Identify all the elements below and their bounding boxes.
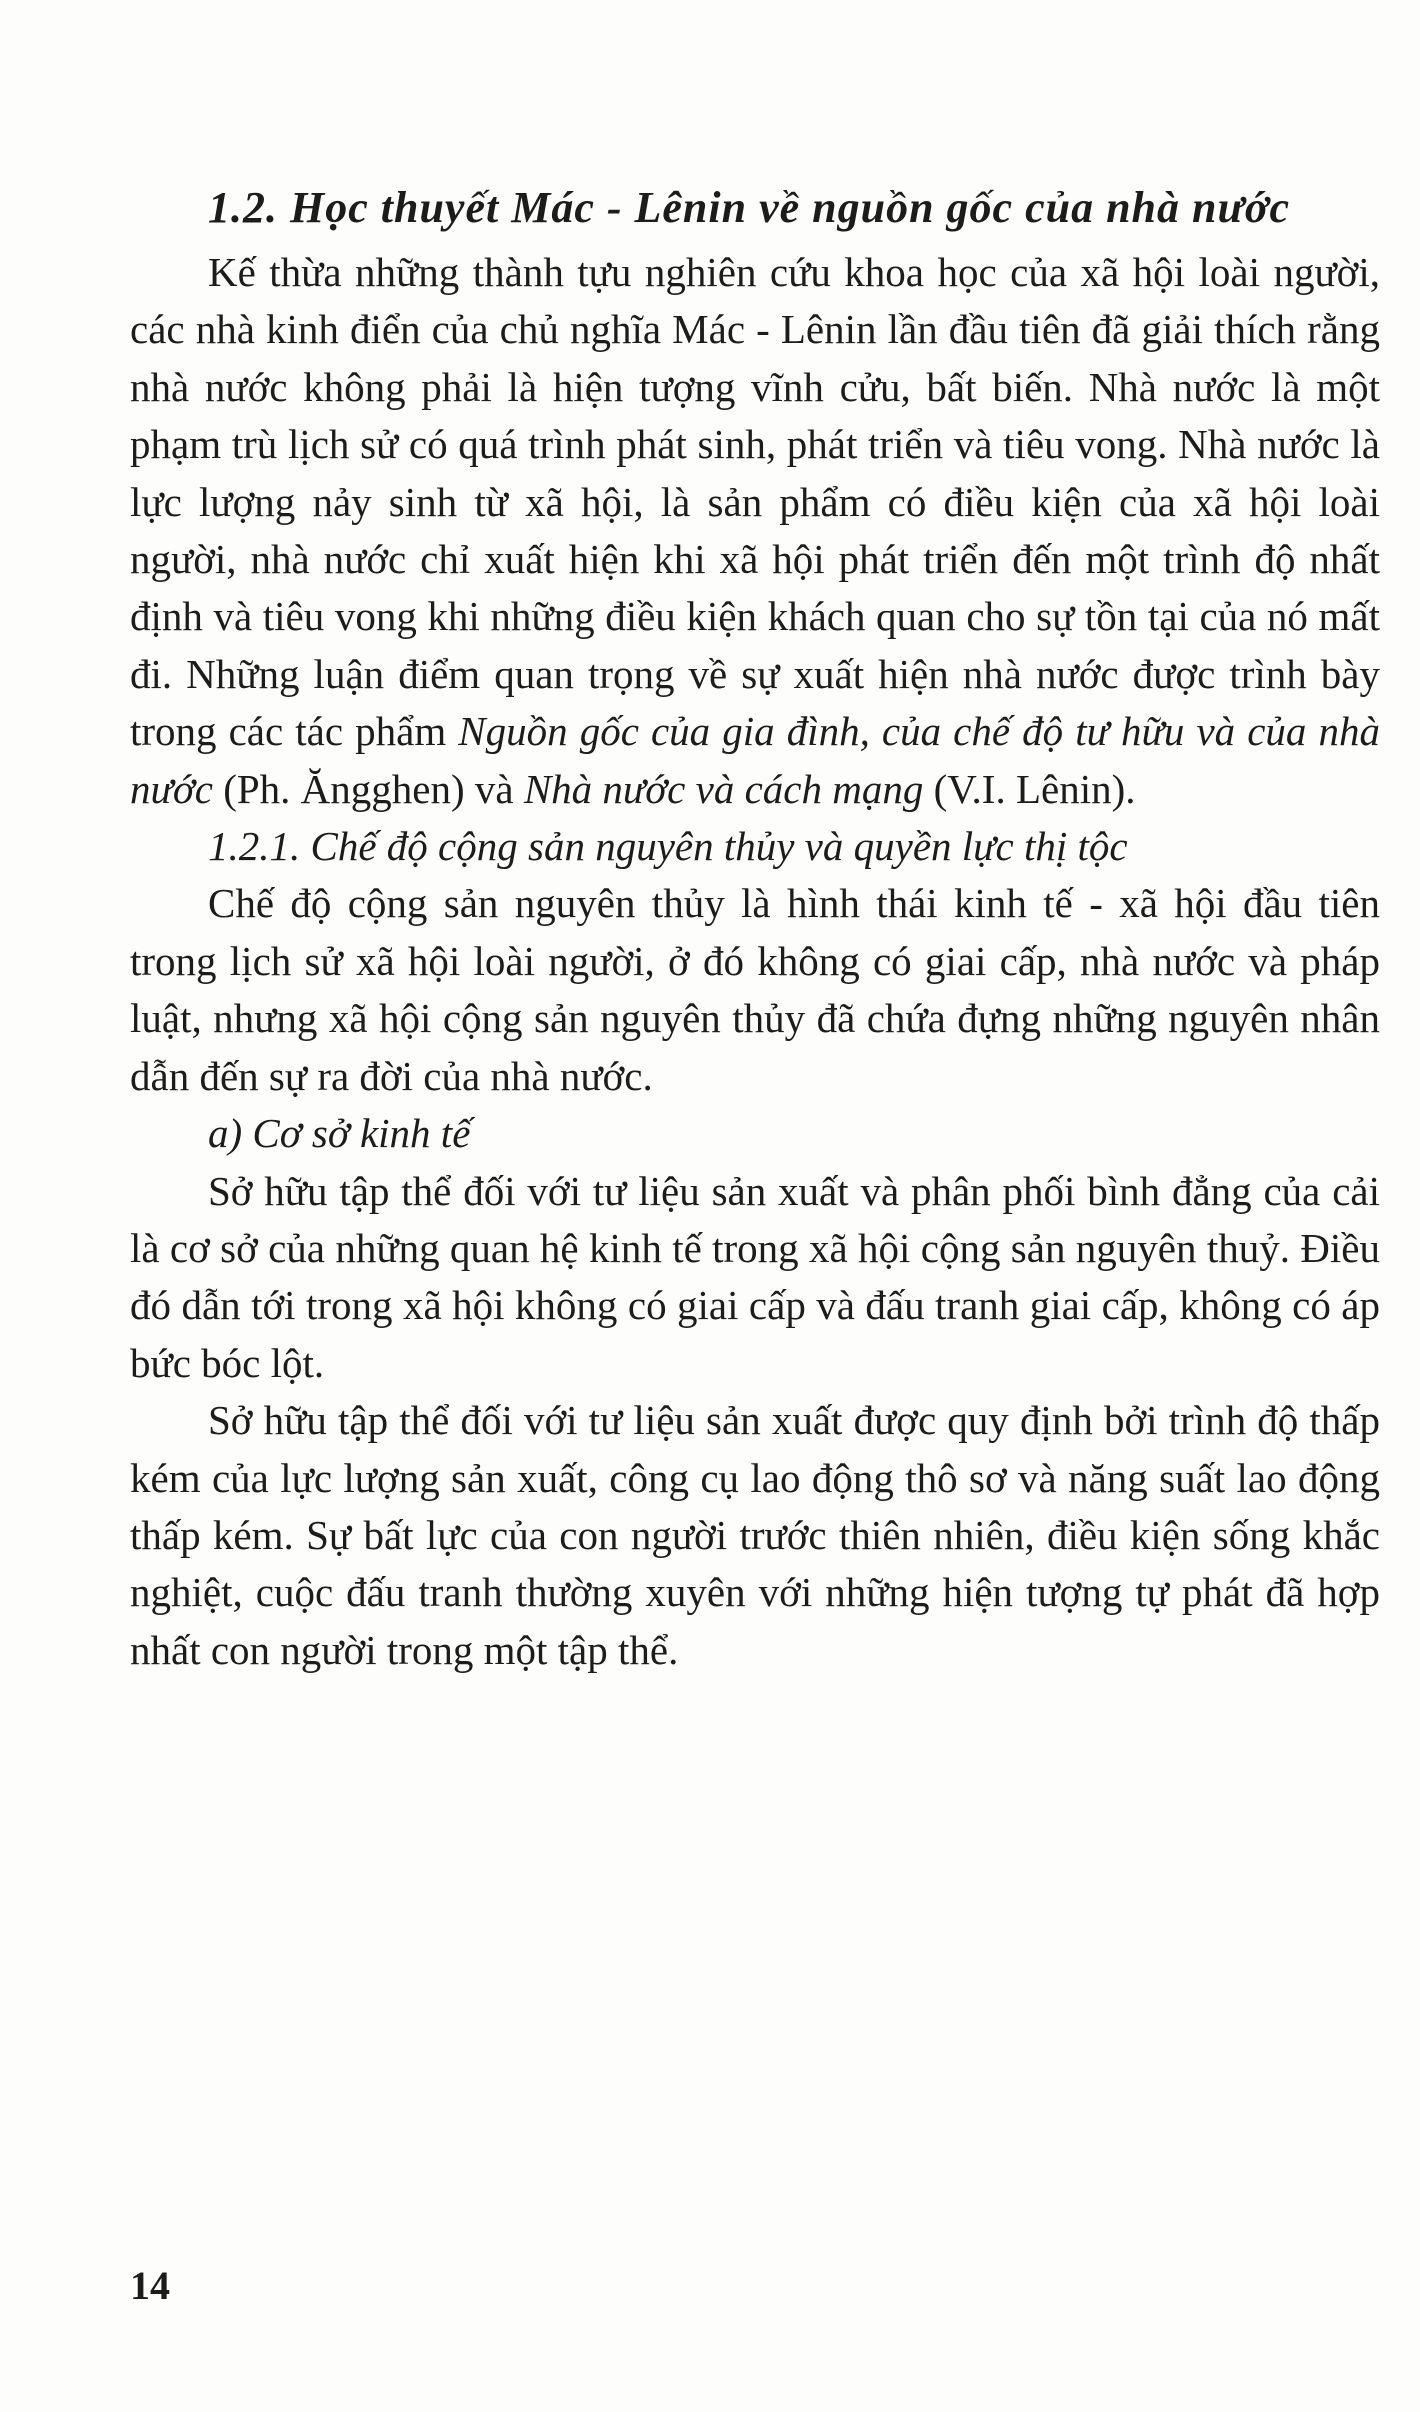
subsection-paragraph-1: Chế độ cộng sản nguyên thủy là hình thái kinh tế - xã hội đầu tiên trong lịch sử xã hội loài người, ở đó không có giai cấp, nhà nước và pháp luật, nhưng xã hội cộng sản nguyên thủy đã chứa đựng những nguyên nhân dẫn đến sự ra đời của nhà nước. — [130, 880, 1380, 1099]
paragraph-text: Kế thừa những thành tựu nghiên cứu khoa học của xã hội loài người, các nhà kinh điển của chủ nghĩa Mác - Lênin lần đầu tiên đã giải thích rằng nhà nước không phải là hiện tượng vĩnh cửu, bất biến. Nhà nước là một phạm trù lịch sử có quá trình phát sinh, phát triển và tiêu vong. Nhà nước là lực lượng nảy sinh từ xã hội, là sản phẩm có điều kiện của xã hội loài người, nhà nước chỉ xuất hiện khi xã hội phát triển đến một trình độ nhất định và tiêu vong khi những điều kiện khách quan cho sự tồn tại của nó mất đi. Những luận điểm quan trọng về sự xuất hiện nhà nước được trình bày trong các tác phẩm — [130, 249, 1380, 755]
section-heading: 1.2. Học thuyết Mác - Lênin về nguồn gốc của nhà nước — [208, 183, 1290, 232]
part-a-paragraph-2: Sở hữu tập thể đối với tư liệu sản xuất được quy định bởi trình độ thấp kém của lực lượng sản xuất, công cụ lao động thô sơ và năng suất lao động thấp kém. Sự bất lực của con người trước thiên nhiên, điều kiện sống khắc nghiệt, cuộc đấu tranh thường xuyên với những hiện tượng tự phát đã hợp nhất con người trong một tập thể. — [130, 1397, 1380, 1673]
page-content — [130, 178, 1380, 1679]
subsection-heading: 1.2.1. Chế độ cộng sản nguyên thủy và quyền lực thị tộc — [208, 823, 1128, 870]
page-number: 14 — [130, 2263, 170, 2308]
section-paragraph-1 — [130, 244, 1380, 818]
part-a-paragraph-1: Sở hữu tập thể đối với tư liệu sản xuất và phân phối bình đẳng của cải là cơ sở của những quan hệ kinh tế trong xã hội cộng sản nguyên thuỷ. Điều đó dẫn tới trong xã hội không có giai cấp và đấu tranh giai cấp, không có áp bức bóc lột. — [130, 1167, 1380, 1386]
work-title-origin-of-family: Nguồn gốc của gia đình, của chế độ tư hữu và của nhà nước — [130, 708, 1380, 812]
part-a-heading: a) Cơ sở kinh tế — [208, 1110, 471, 1157]
paragraph-text-mid: (Ph. Ăngghen) và — [212, 765, 524, 812]
paragraph-text-end: (V.I. Lênin). — [923, 765, 1136, 812]
work-title-state-and-revolution: Nhà nước và cách mạng — [523, 765, 924, 812]
